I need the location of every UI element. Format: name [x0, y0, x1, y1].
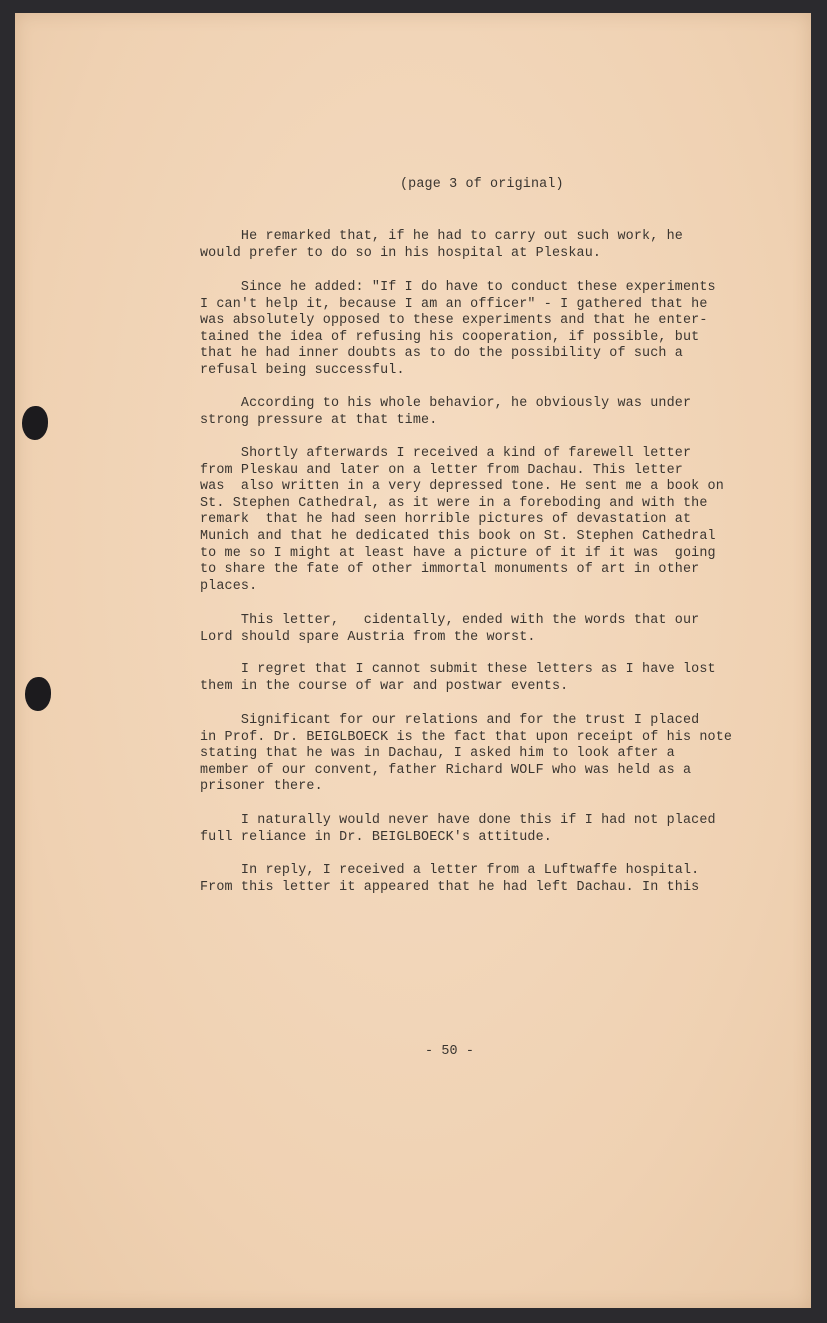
- paragraph-6: I regret that I cannot submit these letters as I have lost them in the course of war and postwar events.: [200, 662, 716, 694]
- punch-hole-upper: [22, 406, 48, 440]
- paragraph-8: I naturally would never have done this if I had not placed full reliance in Dr. BEIGLBOECK's attitude.: [200, 813, 716, 845]
- paragraph-7: Significant for our relations and for the trust I placed in Prof. Dr. BEIGLBOECK is the fact that upon receipt of his note stating that he was in Dachau, I asked him to look after a member of our convent, father Richard WOLF who was held as a prisoner there.: [200, 713, 733, 795]
- paragraph-3: According to his whole behavior, he obviously was under strong pressure at that time.: [200, 396, 692, 428]
- document-page: [15, 13, 811, 1308]
- page-number: - 50 -: [425, 1044, 475, 1059]
- punch-hole-lower: [25, 677, 51, 711]
- paragraph-5: This letter, cidentally, ended with the words that our Lord should spare Austria from the worst.: [200, 613, 700, 645]
- paragraph-2: Since he added: "If I do have to conduct these experiments I can't help it, because I am an officer" - I gathered that he was absolutely opposed to these experiments and that he enter- tained the idea of refusing his cooperation, if possible, but that he had inner doubts as to do the possibility of such a refusal being successful.: [200, 280, 716, 378]
- paragraph-4: Shortly afterwards I received a kind of farewell letter from Pleskau and later on a letter from Dachau. This letter was also written in a very depressed tone. He sent me a book on St. Stephen Cathedral, as it were in a foreboding and with the remark that he had seen horrible pictures of devastation at Munich and that he dedicated this book on St. Stephen Cathedral to me so I might at least have a picture of it if it was going to share the fate of other immortal monuments of art in other places.: [200, 446, 724, 594]
- paragraph-1: He remarked that, if he had to carry out such work, he would prefer to do so in his hospital at Pleskau.: [200, 229, 683, 261]
- paragraph-9: In reply, I received a letter from a Luftwaffe hospital. From this letter it appeared that he had left Dachau. In this: [200, 863, 700, 895]
- page-heading: (page 3 of original): [400, 177, 564, 192]
